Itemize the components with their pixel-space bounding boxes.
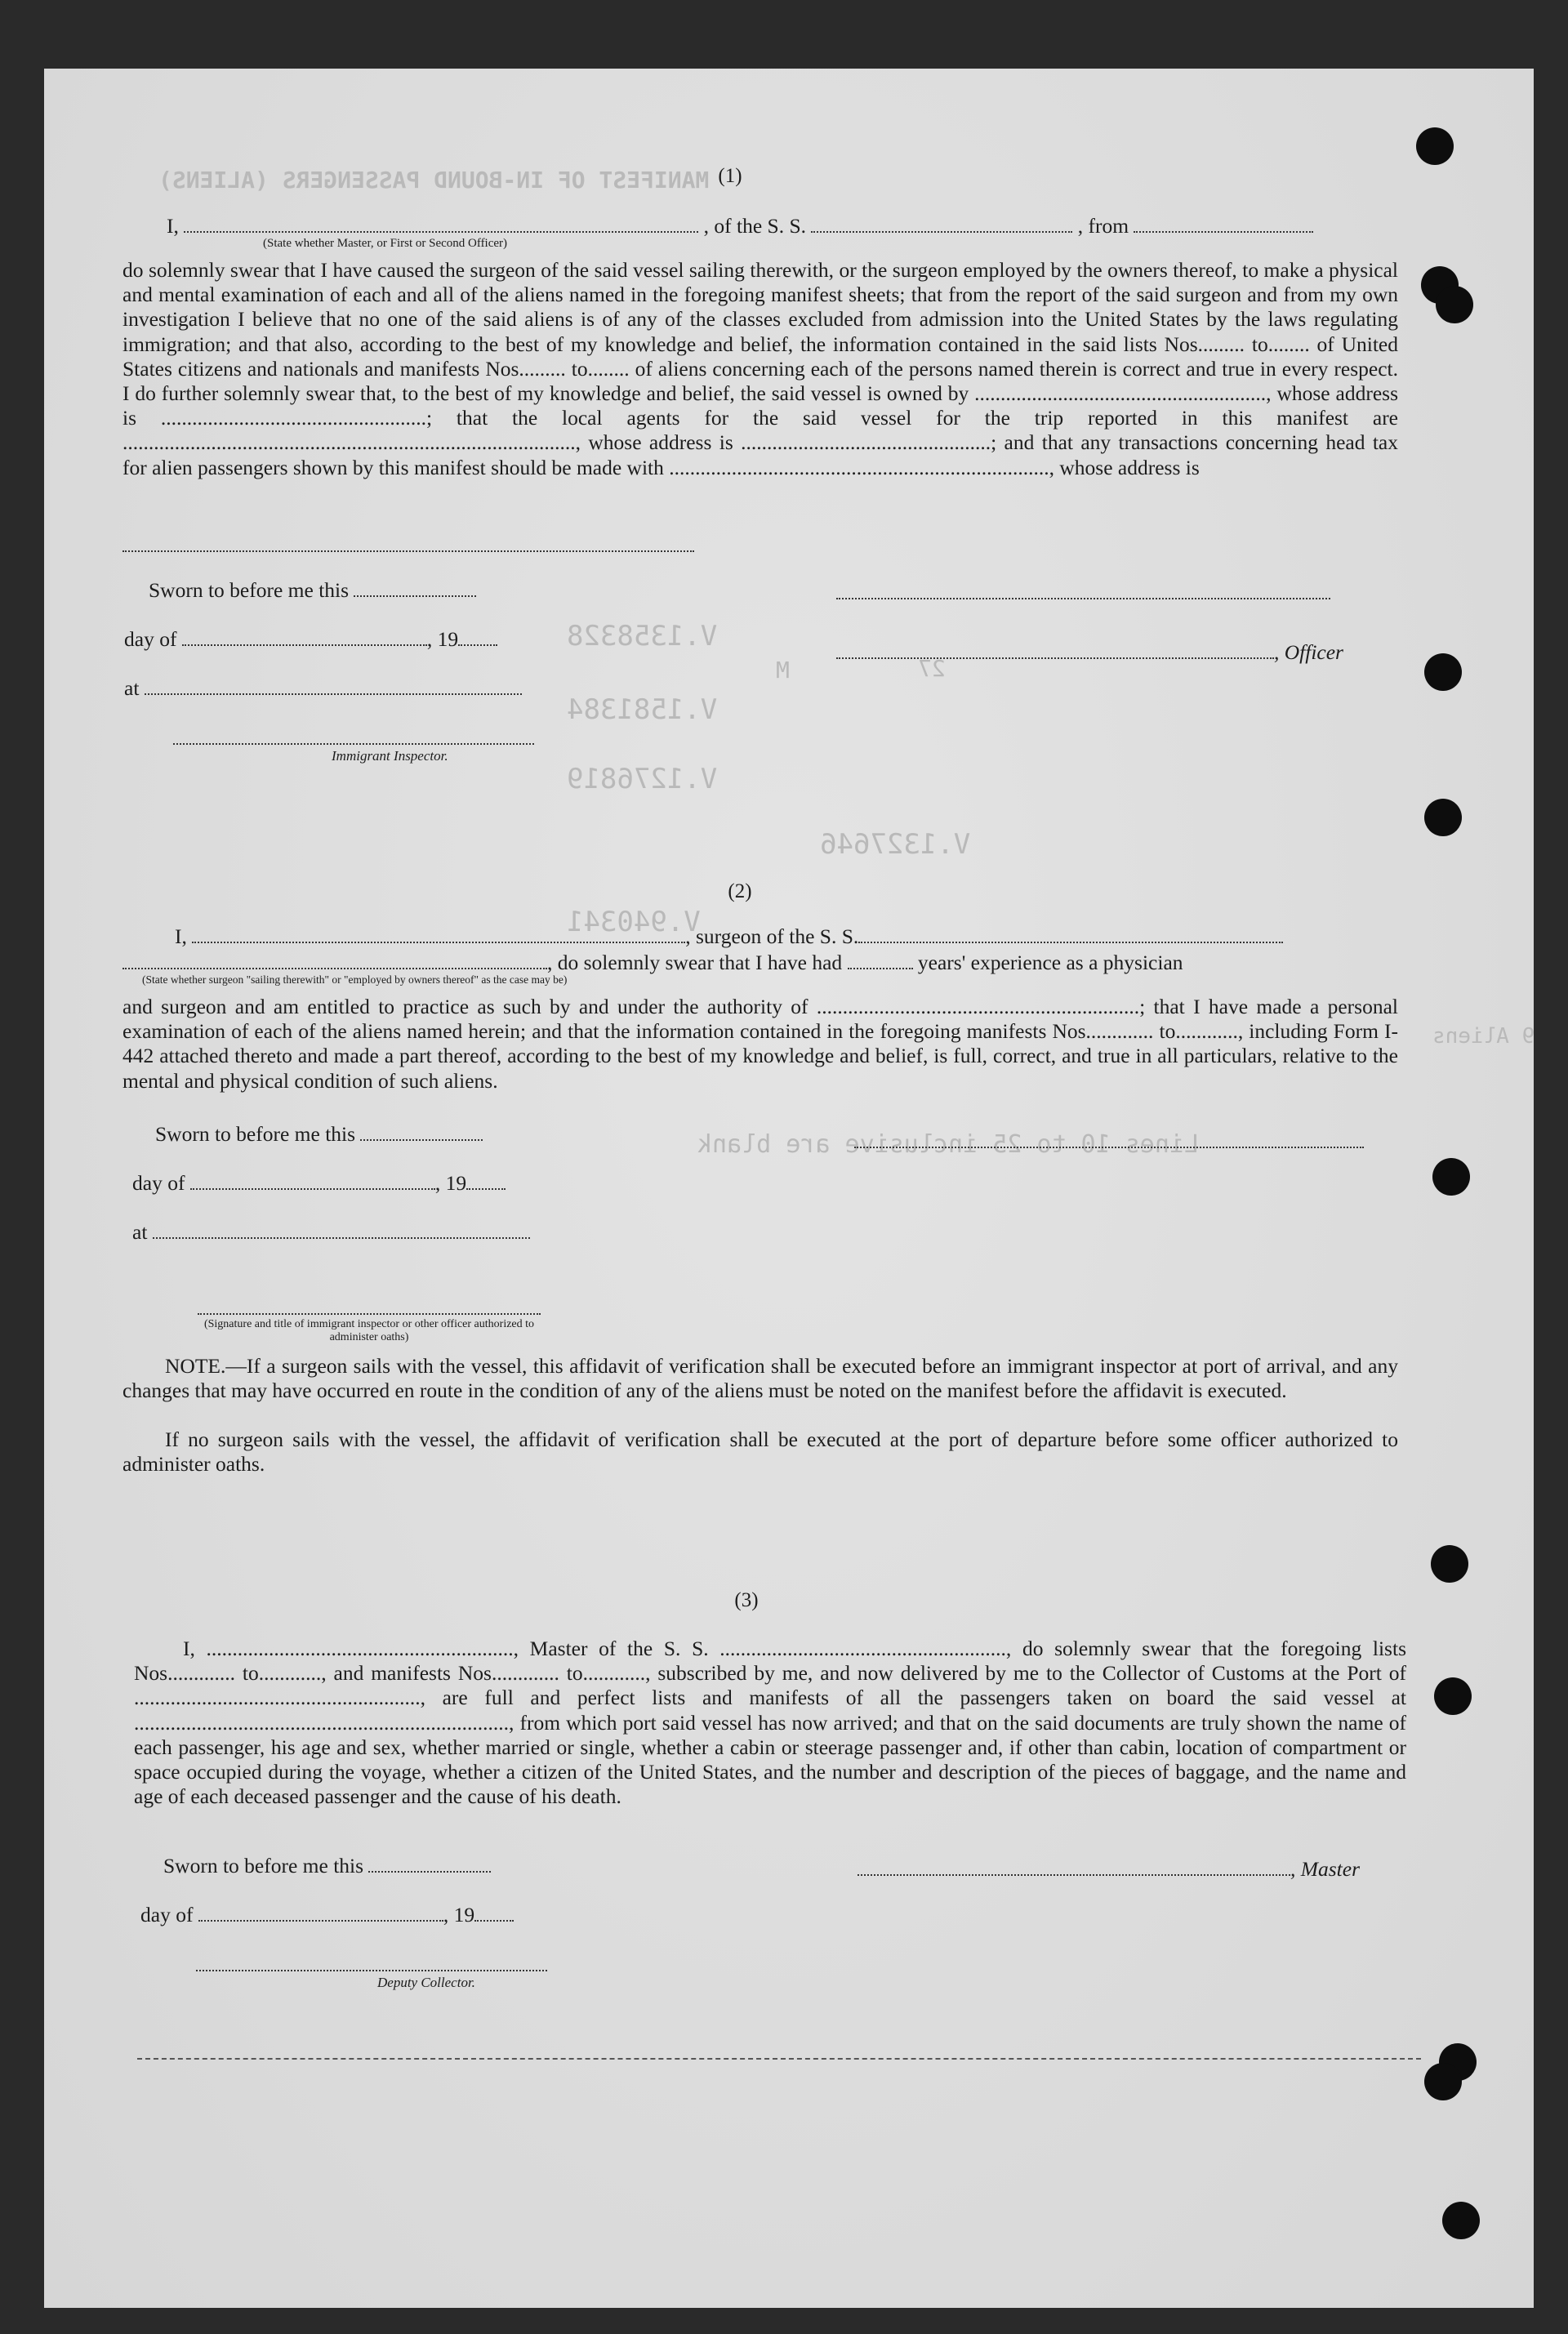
inspector-signature-line xyxy=(173,743,534,745)
at-label: at xyxy=(124,676,140,700)
sec1-at xyxy=(124,676,522,701)
officer-label: , Officer xyxy=(1274,640,1343,664)
bleed-lines: Lines 10 to 25 inclusive are blank xyxy=(697,1130,1200,1159)
day-field[interactable] xyxy=(198,1905,443,1922)
master-field[interactable] xyxy=(858,1860,1290,1876)
from-field[interactable] xyxy=(1134,216,1313,233)
at-field[interactable] xyxy=(153,1223,530,1239)
punch-hole xyxy=(1416,127,1454,165)
surgeon-of-ss: , surgeon of the S. S. xyxy=(685,924,859,948)
sec2-at xyxy=(132,1220,530,1245)
punch-hole xyxy=(1424,2063,1462,2100)
surgeon-note: NOTE.—If a surgeon sails with the vessel, this affidavit of verification shall be executed before an immigrant inspector at port of arrival, and any changes that may have occurred en route in the condition of any of the aliens must be noted on the manifest before the affidavit is executed. xyxy=(122,1354,1398,1403)
sworn-label: Sworn to before me this xyxy=(155,1122,356,1146)
at-label: at xyxy=(132,1220,148,1244)
officer-field[interactable] xyxy=(836,643,1274,659)
manifest-page xyxy=(44,69,1534,2308)
surgeon-name-field[interactable] xyxy=(192,927,685,943)
punch-hole xyxy=(1442,2202,1480,2239)
sworn-label: Sworn to before me this xyxy=(149,578,350,602)
inspector-label: Immigrant Inspector. xyxy=(332,748,448,764)
day-label: day of xyxy=(140,1903,194,1926)
bleed-row-2: V.1581384 xyxy=(567,693,718,726)
year-field[interactable] xyxy=(458,630,497,646)
sworn-label: Sworn to before me this xyxy=(163,1854,364,1877)
year-label: , 19 xyxy=(426,627,459,651)
no-surgeon-note: If no surgeon sails with the vessel, the affidavit of verification shall be executed at the port of departure before some officer authorized to administer oaths. xyxy=(122,1428,1398,1477)
section-2-number: (2) xyxy=(728,880,752,902)
sec2-signature-note: (Signature and title of immigrant inspector or other officer authorized to administer oaths) xyxy=(203,1318,535,1343)
master-line xyxy=(858,1857,1360,1882)
sec2-line2 xyxy=(122,951,1183,975)
officer-line xyxy=(836,640,1343,665)
bleed-row-3: V.1276819 xyxy=(567,763,718,795)
year-label: , 19 xyxy=(434,1171,467,1195)
bleed-row-4: V.1327646 xyxy=(820,828,971,861)
section-1-number: (1) xyxy=(718,165,742,187)
sec2-experience: years' experience as a physician xyxy=(917,951,1183,974)
sec2-line1 xyxy=(175,924,1283,949)
sec3-day xyxy=(140,1903,514,1927)
punch-hole xyxy=(1431,1545,1468,1583)
sec3-sworn xyxy=(163,1854,491,1878)
sec2-oath-text: and surgeon and am entitled to practice as such by and under the authority of ..............................................................; that I have made a personal examination of each of the aliens named herein; and that the information contained in the foregoing manifests Nos............. to............, including Form I-442 attached thereto and made a part thereof, according to the best of my knowledge and belief, is full, correct, and true in all particulars, relative to the mental and physical condition of such aliens. xyxy=(122,995,1398,1093)
sec1-sworn xyxy=(149,578,476,603)
at-field[interactable] xyxy=(145,679,522,695)
sworn-date-field[interactable] xyxy=(354,581,476,597)
surgeon-type-field[interactable] xyxy=(122,953,547,969)
punch-hole xyxy=(1424,653,1462,691)
bleed-aliens: 9 Aliens xyxy=(1432,1024,1535,1049)
sec1-rule xyxy=(122,550,694,552)
rank-field[interactable] xyxy=(184,216,698,233)
day-label: day of xyxy=(124,627,177,651)
sec1-line1 xyxy=(167,214,1313,238)
bottom-rule xyxy=(137,2058,1421,2060)
sec1-from: , from xyxy=(1077,214,1129,238)
vessel-field[interactable] xyxy=(811,216,1072,233)
sworn-date-field[interactable] xyxy=(360,1125,483,1141)
bleed-title: MANIFEST OF IN-BOUND PASSENGERS (ALIENS) xyxy=(158,167,710,194)
officer-signature-line xyxy=(836,598,1330,599)
year-field[interactable] xyxy=(474,1905,514,1922)
deputy-label: Deputy Collector. xyxy=(377,1975,475,1990)
day-field[interactable] xyxy=(190,1174,435,1190)
sec1-i: I, xyxy=(167,214,179,238)
sec2-vessel-field[interactable] xyxy=(858,927,1283,943)
sec2-i: I, xyxy=(175,924,187,948)
sec1-day xyxy=(124,627,497,652)
year-label: , 19 xyxy=(443,1903,475,1926)
punch-hole xyxy=(1436,286,1473,323)
punch-hole xyxy=(1434,1677,1472,1715)
punch-hole xyxy=(1432,1158,1470,1196)
master-label: , Master xyxy=(1290,1857,1360,1881)
year-field[interactable] xyxy=(466,1174,506,1190)
bleed-27: 27 xyxy=(918,655,946,682)
rank-instruction: (State whether Master, or First or Second Officer) xyxy=(263,237,508,250)
punch-hole xyxy=(1424,799,1462,836)
sworn-date-field[interactable] xyxy=(368,1856,491,1873)
years-field[interactable] xyxy=(848,953,913,969)
sec1-oath-text: do solemnly swear that I have caused the surgeon of the said vessel sailing therewith, or the surgeon employed by the owners thereof, to make a physical and mental examination of each and all of the aliens named in the foregoing manifest sheets; that from the report of the said surgeon and from my own investigation I believe that no one of the said aliens is of any of the classes excluded from admission into the United States by the laws regulating immigration; and that also, according to the best of my knowledge and belief, the information contained in the said lists Nos......... to........ of United States citizens and nationals and manifests Nos......... to........ of aliens concerning each of the persons named therein is correct and true in every respect. I do further solemnly swear that, to the best of my knowledge and belief, the said vessel is owned by ........................................................, whose address is ...................................................; that the local agents for the said vessel for the trip reported in this manifest are ......................................................................................., whose address is ................................................; and that any transactions concerning head tax for alien passengers shown by this manifest should be made with ........................................................................., whose address is xyxy=(122,258,1398,479)
surgeon-signature-line xyxy=(854,1147,1364,1148)
surgeon-instruction: (State whether surgeon "sailing therewith" or "employed by owners thereof" as the case may be) xyxy=(142,973,568,986)
bleed-row-5: V.940341 xyxy=(567,906,701,938)
day-field[interactable] xyxy=(182,630,427,646)
bleed-row-1: V.1358328 xyxy=(567,620,718,653)
sec3-oath-text: I, ..........................................................., Master of the S. S. ......................................................., do solemnly swear that the foregoing lists Nos............. to............, and manifests Nos............. to............, subscribed by me, and now delivered by me to the Collector of Customs at the Port of ......................................................., are full and perfect lists and manifests of all the passengers taken on board the said vessel at ........................................................................, from which port said vessel has now arrived; and that on the said documents are truly shown the name of each passenger, his age and sex, whether married or single, whether a cabin or steerage passenger and, if other than cabin, location of compartment or space occupied during the voyage, whether a citizen of the United States, and the number and description of the pieces of baggage, and the name and age of each deceased passenger and the cause of his death. xyxy=(134,1637,1406,1809)
sec2-inspector-line xyxy=(198,1313,541,1315)
sec1-of-ss: , of the S. S. xyxy=(703,214,807,238)
day-label: day of xyxy=(132,1171,185,1195)
sec2-swear: , do solemnly swear that I have had xyxy=(547,951,843,974)
bleed-m: M xyxy=(776,657,790,684)
deputy-signature-line xyxy=(196,1970,547,1971)
sec2-sworn xyxy=(155,1122,483,1147)
sec2-day xyxy=(132,1171,506,1196)
section-3-number: (3) xyxy=(734,1589,759,1611)
